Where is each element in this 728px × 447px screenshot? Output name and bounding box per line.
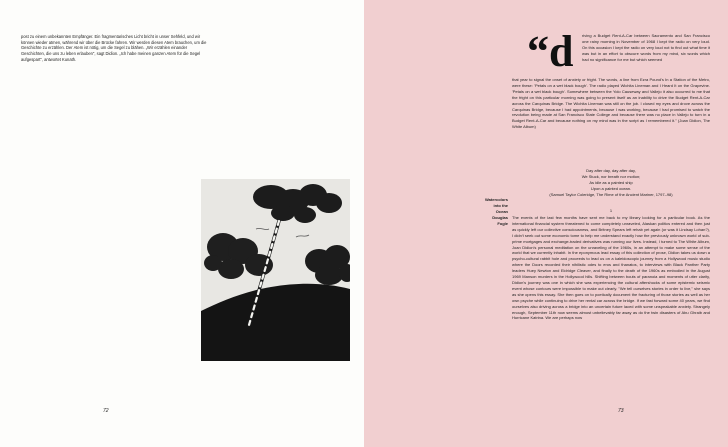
chapter-title-line: into the (493, 203, 508, 208)
chapter-title (470, 197, 508, 227)
essay-body: The events of the last few months have sent me back to my library looking for a particular book. As the international financial system threatened to come completely unraveled, Alaskan politics entered and then just as quickly left our collective consciousness, and Britney Spears left rehab yet again (or was it Lindsay Lohan?), I didn't seek out some economic tome to help me understand exactly how the previously unknown world of sub-prime mortgages and exchange-traded derivatives was running our lives. Instead, I turned to The White Album, Joan Didion's personal meditation on the unraveling of the 1960s, in an attempt to make some sense of the world that we currently inhabit. In the eponymous lead essay of this collection of prose, Didion takes us down a psycho-cultural rabbit hole and proceeds to lead us on a kaleidoscopic journey from a Hollywood music studio where the Doors recorded their nihilistic odes to eros and thanatos, to interviews with Black Panther Party leaders Huey Newton and Eldridge Cleaver, and finally to the death of the 1960s as embodied in the August 1969 Manson murders in the Hollywood hills. Shifting between bouts of paranoia and moments of utter clarity, Didion's journey was one in which she was experiencing the cultural aftershocks of some epistemic seismic event whose contours were impossible to make out clearly. "We tell ourselves stories in order to live," she says as she opens this essay. She then goes on to poetically document the fracturing of those stories as well as her own psyche while continuing to drive her rental car across the bridge. If we fast forward some 40 years, we find ourselves also driving across a bridge into an uncertain future laced with some unspeakable anxiety. Strangely enough, September 11th now seems almost unbelievably far away as do the twin disasters of Abu Ghraib and Hurricane Katrina. We are perhaps now (512, 215, 710, 321)
epigraph-line: As idle as a painted ship (589, 179, 633, 185)
ink-illustration (201, 179, 350, 361)
epigraph-line: Day after day, day after day, (586, 168, 636, 173)
chapter-title-line: Watercolors (485, 197, 508, 202)
epigraph-line: We Stuck, nor breath nor motion; (581, 173, 641, 179)
section-number: 1 (609, 208, 613, 213)
epigraph-line: Upon a painted ocean. (590, 185, 632, 191)
opening-quote-continuation: that year to signal the onset of anxiety or fright. The words, a line from Ezra Pound's In a Station of the Metro, were these: 'Petals on a wet black bough'. The radio played Wichita Lineman and I Heard It on the Grapevine. 'Petals on a wet black bough'. Somewhere between the Yolo Causeway and Vallejo it also occurred to me that the fright on this particular morning was going to present itself as an inability to drive the Budget Rent-A-Car across the Carquinas Bridge. The Wichita Lineman was still on the job. I closed my eyes and drove across the Carquinas Bridge, because I had appointments, because I was working, because I had promised to watch the revolution being made at San Francisco State College and because there was no place in Vallejo to turn in a Budget Rent-A-Car and because nothing on my mind was in the script as I remembered it." (Joan Didion, The White Album) (512, 77, 710, 130)
left-page-text: post zu einem unbekannten Empfänger. Ein fragmentarisches Licht bricht in unser Sehfeld, und wir können wieder atmen, während wir über die Brücke fahren. Wir werden diesen Atem brauchen, um die Geschichte zu erzählen. Der Atem ist nötig, um die Segel zu blähen. „Wir erzählen einander Geschichten, die uns zu leben erlauben", sagt Didion. „Ich habe meinen ganzen Atem für die Segel aufgespart", antwortet Kunath. (21, 34, 207, 62)
epigraph (512, 168, 710, 198)
right-page-number: 73 (618, 408, 624, 414)
chapter-author-line: Douglas (492, 215, 508, 220)
chapter-title-line: Ocean (495, 209, 508, 214)
opening-quote-text: riving a Budget Rent-A-Car between Sacramento and San Francisco one rainy morning in November of 1968 I kept the radio on very loud. On this occasion I kept the radio on very loud not to find out what time it was but in an effort to obscure words from my mind, six words which had no significance for me but which seemed (582, 33, 710, 62)
left-page-number: 72 (103, 408, 109, 414)
chapter-author-line: Fogle (497, 221, 508, 226)
drop-cap: “d (527, 27, 574, 76)
epigraph-citation: (Samuel Taylor Coleridge, The Rime of the Ancient Mariner, 1797–98) (549, 191, 673, 197)
